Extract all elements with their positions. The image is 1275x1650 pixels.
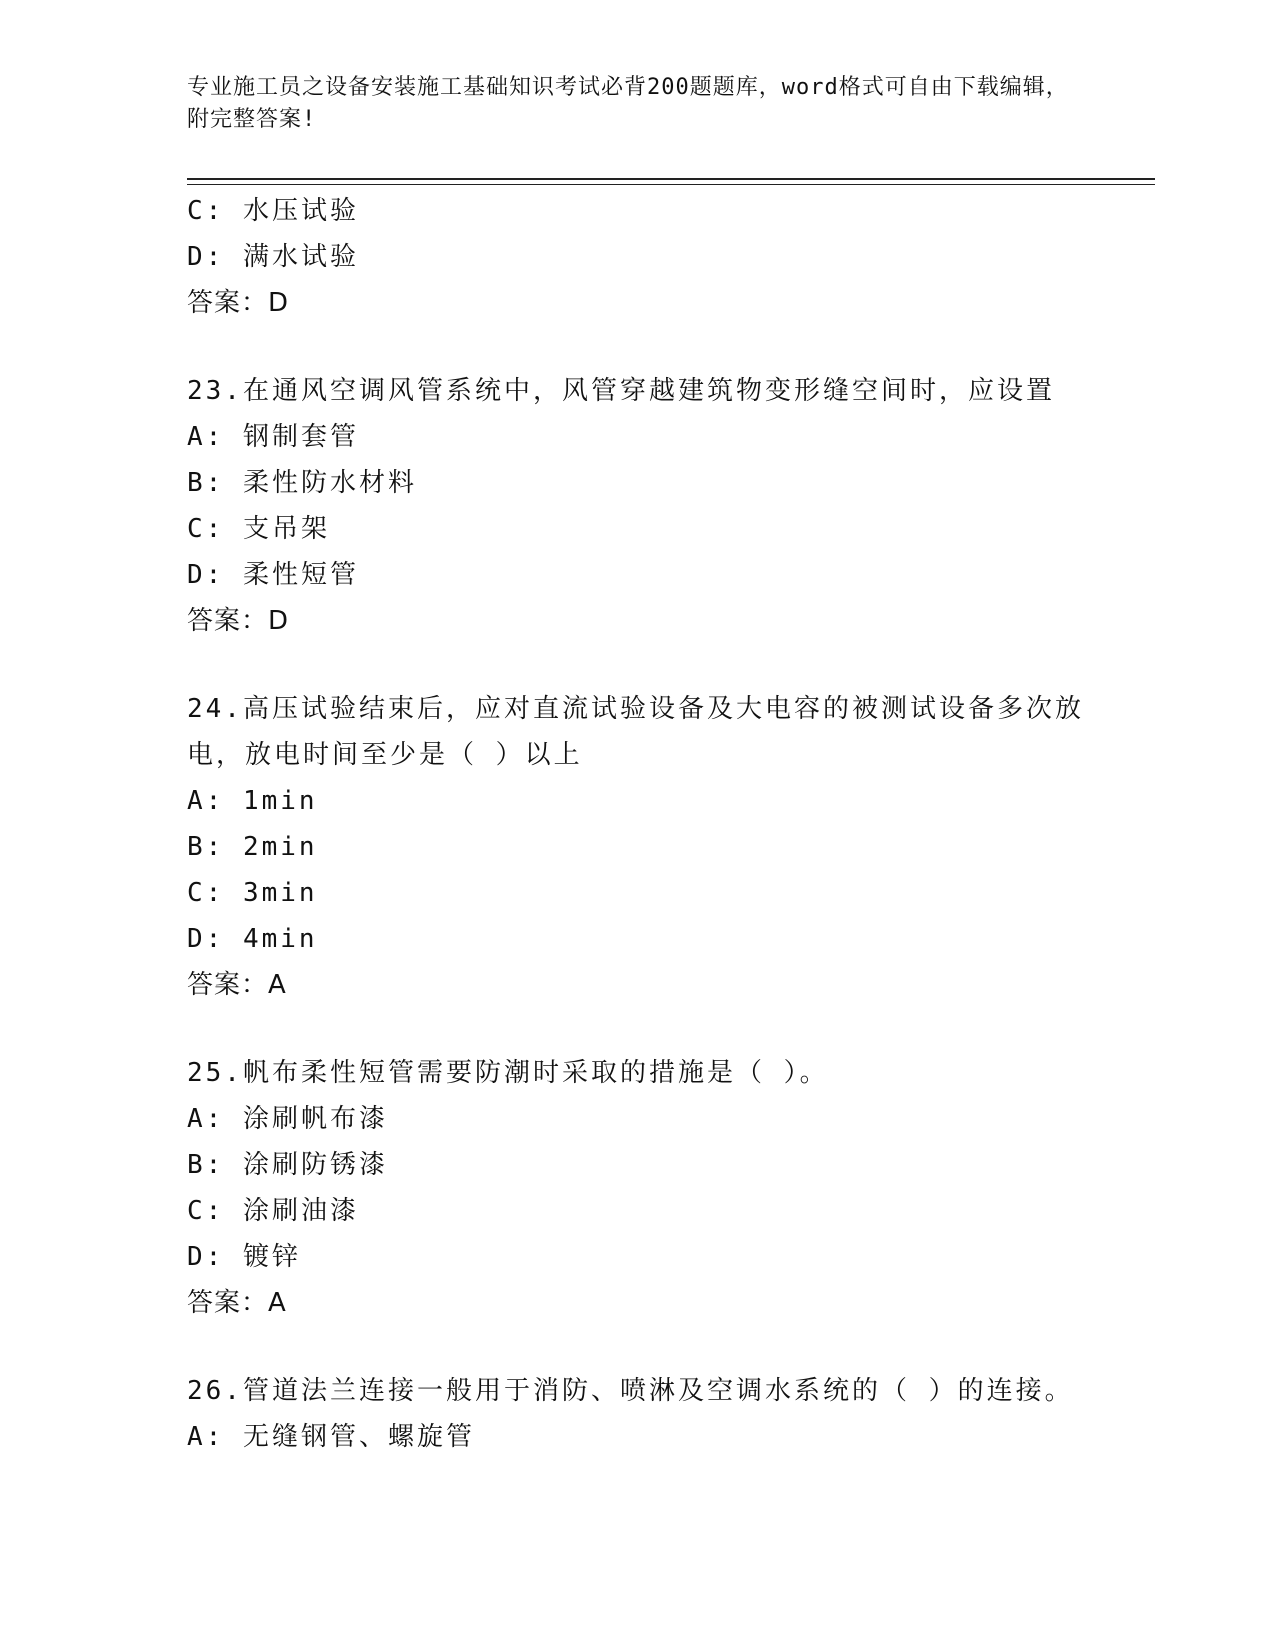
- option-d: D: 4min: [187, 924, 318, 954]
- question-25: 25.帆布柔性短管需要防潮时采取的措施是（ ）。: [187, 1058, 829, 1088]
- question-23: 23.在通风空调风管系统中，风管穿越建筑物变形缝空间时，应设置: [187, 376, 1055, 406]
- option-a: A: 1min: [187, 786, 318, 816]
- option-c: C: 涂刷油漆: [187, 1196, 359, 1226]
- answer: 答案：A: [187, 970, 287, 1000]
- answer: 答案：D: [187, 288, 290, 318]
- option-a: A: 无缝钢管、螺旋管: [187, 1422, 475, 1452]
- question-26: 26.管道法兰连接一般用于消防、喷淋及空调水系统的（ ）的连接。: [187, 1376, 1074, 1406]
- option-b: B: 2min: [187, 832, 318, 862]
- option-c: C: 3min: [187, 878, 318, 908]
- question-list: [187, 188, 1087, 1460]
- option-a: A: 钢制套管: [187, 422, 359, 452]
- option-c: C: 水压试验: [187, 196, 359, 226]
- option-d: D: 镀锌: [187, 1242, 301, 1272]
- option-a: A: 涂刷帆布漆: [187, 1104, 388, 1134]
- option-c: C: 支吊架: [187, 514, 330, 544]
- answer: 答案：A: [187, 1288, 287, 1318]
- header-rule-thin: [187, 184, 1155, 185]
- header-rule: [187, 178, 1155, 180]
- answer: 答案：D: [187, 606, 290, 636]
- document-header: 专业施工员之设备安装施工基础知识考试必背200题题库，word格式可自由下载编辑，附完整答案!: [187, 75, 1069, 132]
- option-b: B: 柔性防水材料: [187, 468, 417, 498]
- question-24: 24.高压试验结束后，应对直流试验设备及大电容的被测试设备多次放电，放电时间至少是（ ）以上: [187, 694, 1084, 770]
- option-b: B: 涂刷防锈漆: [187, 1150, 388, 1180]
- option-d: D: 柔性短管: [187, 560, 359, 590]
- option-d: D: 满水试验: [187, 242, 359, 272]
